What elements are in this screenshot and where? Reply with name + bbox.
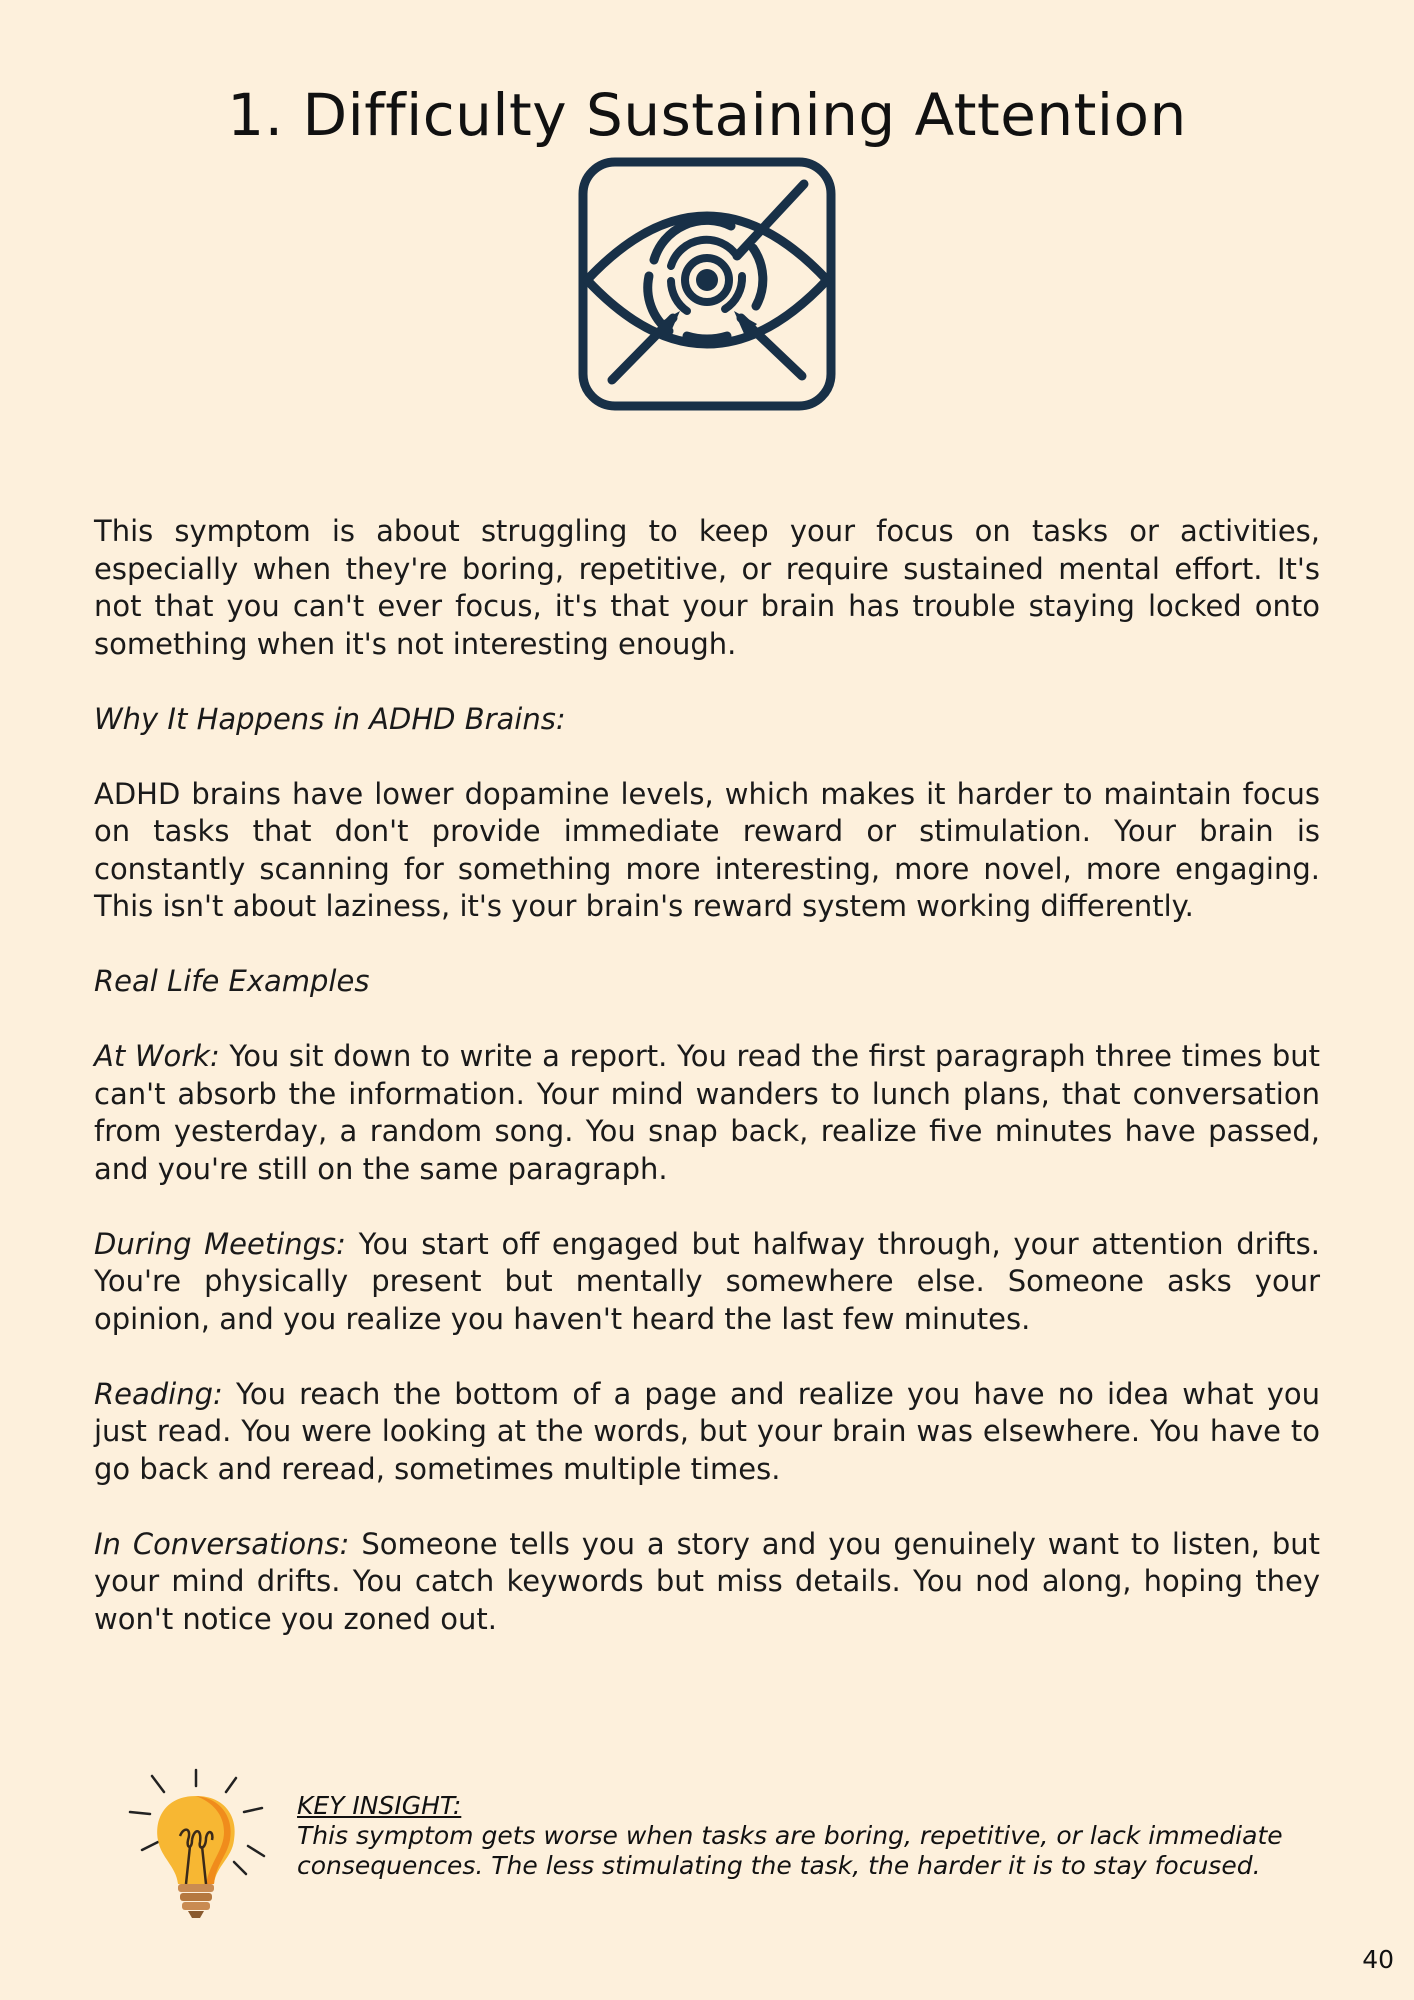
example-work <box>94 1038 1320 1188</box>
example-text: You start off engaged but halfway through, your attention drifts. You're physically present but mentally somewhere else. Someone asks your opinion, and you realize you haven't heard the last few minutes. <box>94 1226 1321 1336</box>
key-insight-box <box>126 1766 1326 1926</box>
example-text: You reach the bottom of a page and realize you have no idea what you just read. You were looking at the words, but your brain was elsewhere. You have to go back and reread, sometimes multiple times. <box>94 1376 1320 1486</box>
intro-paragraph: This symptom is about struggling to keep your focus on tasks or activities, especially when they're boring, repetitive, or require sustained mental effort. It's not that you can't ever focus, it's that your brain has trouble staying locked onto something when it's not interesting enough. <box>94 514 1320 661</box>
why-heading: Why It Happens in ADHD Brains: <box>94 701 566 736</box>
eye-target-arrows-icon <box>577 156 837 412</box>
key-insight-title: KEY INSIGHT: <box>297 1791 462 1820</box>
body-text <box>94 513 1320 1676</box>
examples-heading: Real Life Examples <box>94 964 370 998</box>
example-text: Someone tells you a story and you genuinely want to listen, but your mind drifts. You catch keywords but miss details. You nod along, hoping they won't notice you zoned out. <box>94 1526 1320 1636</box>
example-label: Reading: <box>94 1376 223 1411</box>
page-title: 1. Difficulty Sustaining Attention <box>227 80 1187 149</box>
why-paragraph: ADHD brains have lower dopamine levels, which makes it harder to maintain focus on tasks that don't provide immediate reward or stimulation. Your brain is constantly scanning for something more interesting, more novel, more engaging. This isn't about laziness, it's your brain's reward system working differently. <box>94 776 1320 923</box>
key-insight-body: This symptom gets worse when tasks are boring, repetitive, or lack immediate consequences. The less stimulating the task, the harder it is to stay focused. <box>297 1821 1283 1880</box>
example-label: In Conversations: <box>94 1526 350 1561</box>
example-reading <box>94 1376 1320 1489</box>
example-conversations <box>94 1526 1320 1639</box>
lightbulb-icon <box>126 1766 266 1926</box>
example-label: At Work: <box>94 1039 220 1073</box>
key-insight-text <box>297 1791 1317 1881</box>
example-meetings <box>94 1226 1320 1339</box>
example-text: You sit down to write a report. You read the first paragraph three times but can't absorb the information. Your mind wanders to lunch plans, that conversation from yesterday, a random song. You snap back, realize five minutes have passed, and you're still on the same paragraph. <box>94 1039 1321 1186</box>
page-number: 40 <box>1362 1945 1394 1974</box>
example-label: During Meetings: <box>94 1226 346 1261</box>
